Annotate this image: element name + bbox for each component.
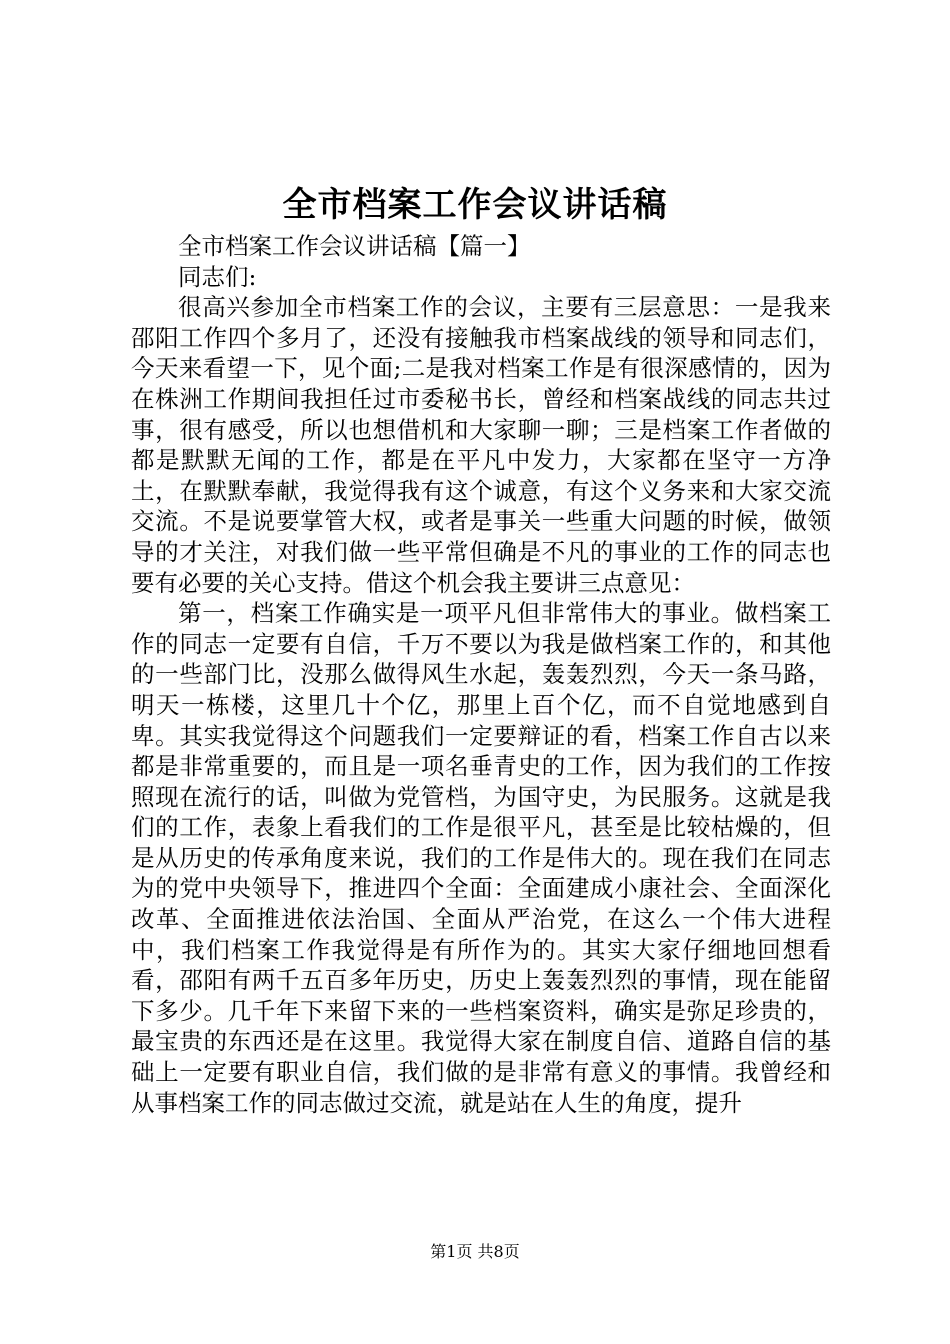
paragraph-1: 很高兴参加全市档案工作的会议，主要有三层意思：一是我来邵阳工作四个多月了，还没有接触我市档案战线的领导和同志们，今天来看望一下，见个面;二是我对档案工作是有很深感情的，因为在株洲工作期间我担任过市委秘书长，曾经和档案战线的同志共过事，很有感受，所以也想借机和大家聊一聊；三是档案工作者做的都是默默无闻的工作，都是在平凡中发力，大家都在坚守一方净土，在默默奉献，我觉得我有这个诚意，有这个义务来和大家交流交流。不是说要掌管大权，或者是事关一些重大问题的时候，做领导的才关注，对我们做一些平常但确是不凡的事业的工作的同志也要有必要的关心支持。借这个机会我主要讲三点意见： [131,293,831,597]
paragraph-2: 第一，档案工作确实是一项平凡但非常伟大的事业。做档案工作的同志一定要有自信，千万不要以为我是做档案工作的，和其他的一些部门比，没那么做得风生水起，轰轰烈烈，今天一条马路，明天一栋楼，这里几十个亿，那里上百个亿，而不自觉地感到自卑。其实我觉得这个问题我们一定要辩证的看，档案工作自古以来都是非常重要的，而且是一项名垂青史的工作，因为我们的工作按照现在流行的话，叫做为党管档，为国守史，为民服务。这就是我们的工作，表象上看我们的工作是很平凡，甚至是比较枯燥的，但是从历史的传承角度来说，我们的工作是伟大的。现在我们在同志为的党中央领导下，推进四个全面：全面建成小康社会、全面深化改革、全面推进依法治国、全面从严治党，在这么一个伟大进程中，我们档案工作我觉得是有所作为的。其实大家仔细地回想看看，邵阳有两千五百多年历史，历史上轰轰烈烈的事情，现在能留下多少。几千年下来留下来的一些档案资料，确实是弥足珍贵的，最宝贵的东西还是在这里。我觉得大家在制度自信、道路自信的基础上一定要有职业自信，我们做的是非常有意义的事情。我曾经和从事档案工作的同志做过交流，就是站在人生的角度，提升 [131,599,831,1117]
section-heading: 全市档案工作会议讲话稿【篇一】 [178,232,531,260]
page-footer: 第1页 共8页 [430,1242,520,1261]
salutation: 同志们: [178,262,257,291]
document-body [131,231,831,1118]
document-title: 全市档案工作会议讲话稿 [282,185,668,225]
